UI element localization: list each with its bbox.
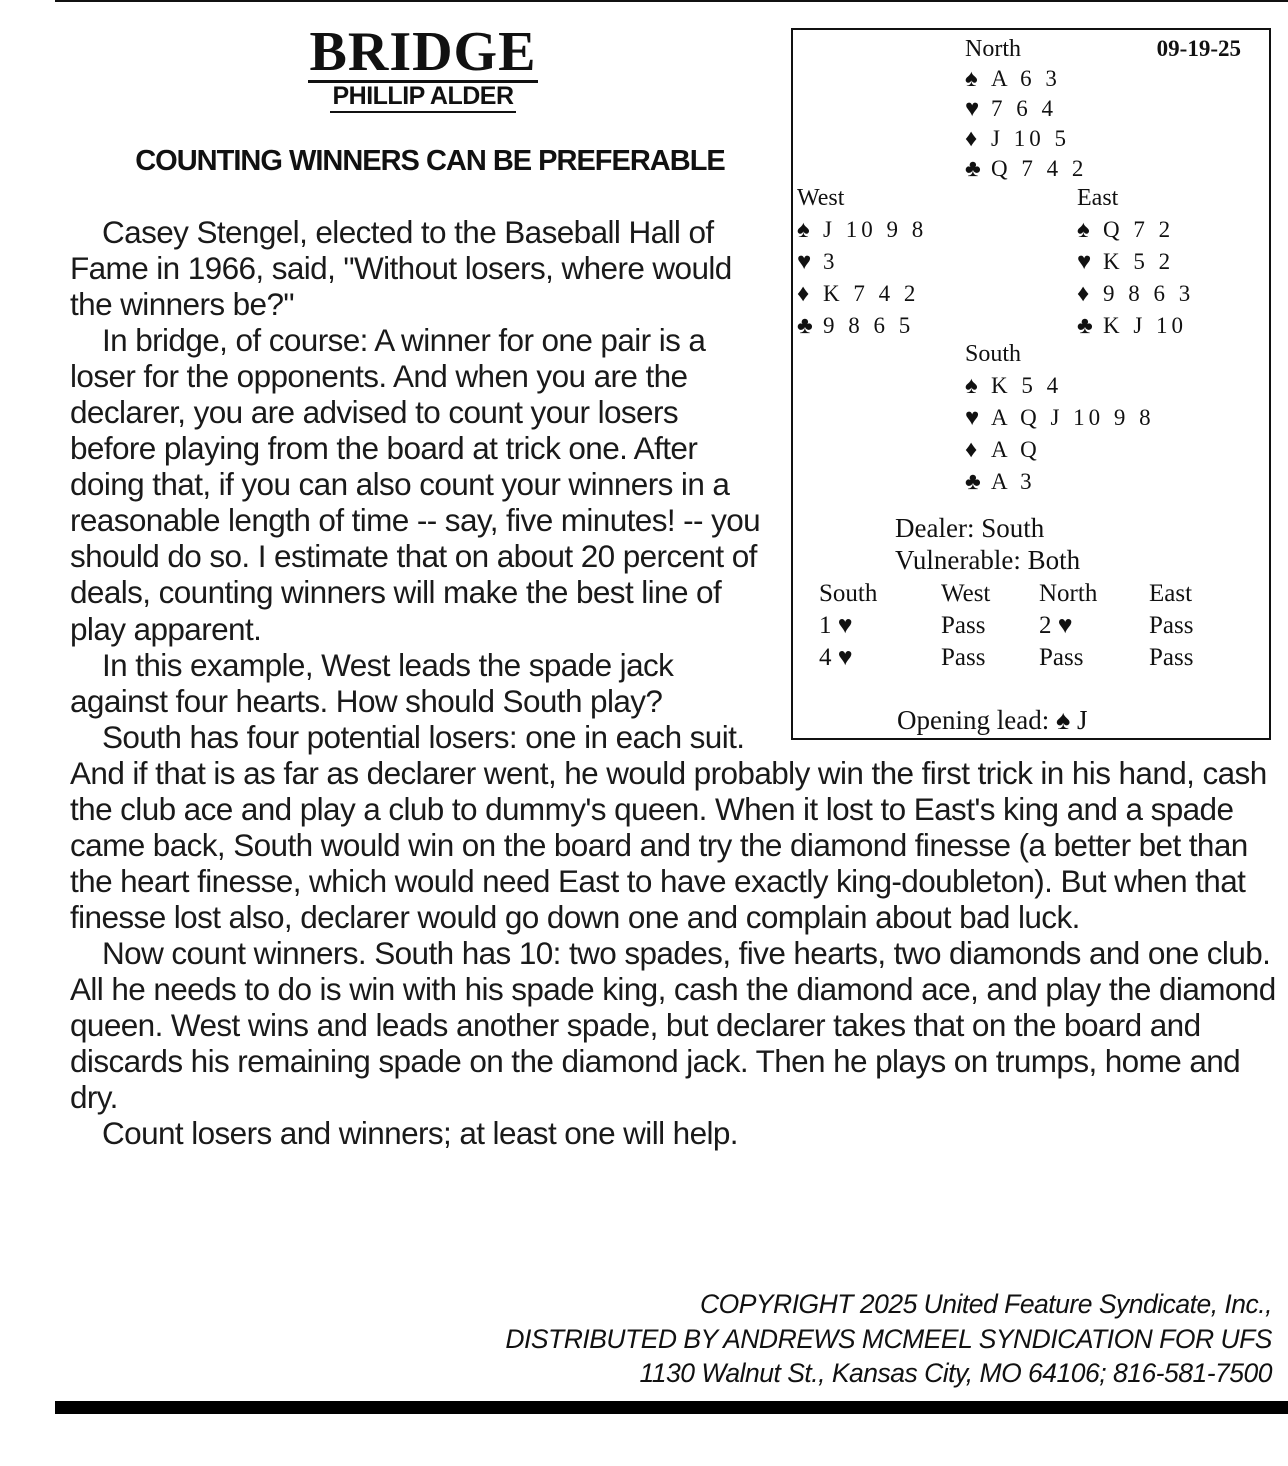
hand-label: East xyxy=(1077,185,1119,211)
bidding-header: West xyxy=(941,580,991,607)
suit-row-hearts xyxy=(797,246,927,278)
diamond-icon: ♦ xyxy=(1077,281,1090,307)
suit-row-diamonds xyxy=(965,124,1087,154)
hand-west xyxy=(797,182,927,342)
bid: Pass xyxy=(1149,612,1194,639)
card-holding: 3 xyxy=(823,249,839,274)
bid: 1 ♥ xyxy=(819,612,853,639)
suit-row-diamonds xyxy=(965,434,1155,466)
hand-south xyxy=(965,338,1155,498)
bid: 4 ♥ xyxy=(819,644,853,671)
card-holding: Q 7 2 xyxy=(1103,217,1175,242)
copyright-line: DISTRIBUTED BY ANDREWS MCMEEL SYNDICATION FOR UFS xyxy=(505,1323,1272,1354)
spade-icon: ♠ xyxy=(1077,217,1090,243)
suit-row-clubs xyxy=(965,466,1155,498)
suit-row-hearts xyxy=(965,94,1087,124)
diamond-icon: ♦ xyxy=(965,437,978,463)
hand-east xyxy=(1077,182,1194,342)
card-holding: K 7 4 2 xyxy=(823,281,920,306)
card-holding: A Q J 10 9 8 xyxy=(991,405,1155,430)
bidding-header: East xyxy=(1149,580,1193,607)
bidding-row xyxy=(819,642,1193,674)
bid: Pass xyxy=(941,644,986,671)
suit-row-clubs xyxy=(965,154,1087,184)
card-holding: 7 6 4 xyxy=(991,96,1057,121)
copyright-line: COPYRIGHT 2025 United Feature Syndicate, Inc., xyxy=(699,1289,1272,1319)
card-holding: A Q xyxy=(991,437,1041,462)
heart-icon: ♥ xyxy=(965,405,980,431)
bidding-table xyxy=(819,578,1193,674)
paragraph: Now count winners. South has 10: two spades, five hearts, two diamonds and one club. All he needs to do is win with his spade king, cash the diamond ace, and play the diamond queen. West wins and leads another spade, but declarer takes that on the board and discards his remaining spade on the diamond jack. Then he plays on trumps, home and dry. xyxy=(70,934,1276,1116)
suit-row-spades xyxy=(797,214,927,246)
diamond-icon: ♦ xyxy=(797,281,810,307)
card-holding: K 5 4 xyxy=(991,373,1063,398)
spade-icon: ♠ xyxy=(797,217,810,243)
dealer-text: Dealer: South xyxy=(895,513,1045,543)
hand-label: South xyxy=(965,341,1022,367)
paragraph: South has four potential losers: one in each suit. And if that is as far as declarer went, he would probably win the first trick in his hand, cash the club ace and play a club to dummy's queen. When it lost to East's king and a spade came back, South would win on the board and try the diamond finesse (a better bet than the heart finesse, which would need East to have exactly king-doubleton). But when that finesse lost also, declarer would go down one and complain about bad luck. xyxy=(70,718,1267,935)
heart-icon: ♥ xyxy=(965,96,980,122)
deal-diagram xyxy=(791,28,1271,740)
suit-row-spades xyxy=(1077,214,1194,246)
club-icon: ♣ xyxy=(965,156,981,182)
suit-row-hearts xyxy=(965,402,1155,434)
club-icon: ♣ xyxy=(965,469,981,495)
club-icon: ♣ xyxy=(1077,313,1093,339)
club-icon: ♣ xyxy=(797,313,813,339)
hand-label: West xyxy=(797,185,845,211)
card-holding: 9 8 6 3 xyxy=(1103,281,1195,306)
deal-date: 09-19-25 xyxy=(1156,36,1241,61)
bidding-header: North xyxy=(1039,580,1098,607)
spade-icon: ♠ xyxy=(965,66,978,92)
suit-row-clubs xyxy=(797,310,927,342)
vulnerability-text: Vulnerable: Both xyxy=(895,545,1081,575)
hand-north xyxy=(965,34,1087,184)
copyright-notice xyxy=(505,1287,1272,1391)
bid: Pass xyxy=(941,612,986,639)
heart-icon: ♥ xyxy=(1077,249,1092,275)
suit-row-diamonds xyxy=(1077,278,1194,310)
suit-row-spades xyxy=(965,370,1155,402)
copyright-line: 1130 Walnut St., Kansas City, MO 64106; 816-581-7500 xyxy=(639,1358,1272,1388)
bidding-header-row xyxy=(819,578,1193,610)
bid: Pass xyxy=(1149,644,1194,671)
bid: Pass xyxy=(1039,644,1084,671)
opening-lead: Opening lead: ♠ J xyxy=(897,705,1088,735)
article-headline: COUNTING WINNERS CAN BE PREFERABLE xyxy=(135,145,725,177)
card-holding: A 3 xyxy=(991,469,1036,494)
hand-label: North xyxy=(965,36,1021,62)
suit-row-hearts xyxy=(1077,246,1194,278)
bidding-header: South xyxy=(819,580,878,607)
paragraph: Count losers and winners; at least one will help. xyxy=(102,1115,738,1152)
bottom-rule xyxy=(55,1401,1288,1414)
spade-icon: ♠ xyxy=(965,373,978,399)
heart-icon: ♥ xyxy=(797,249,812,275)
paragraph: In bridge, of course: A winner for one pair is a loser for the opponents. And when you are the declarer, you are advised to count your losers before playing from the board at trick one. After doing that, if you can also count your winners in a reasonable length of time -- say, five minutes! -- you should do so. I estimate that on about 20 percent of deals, counting winners will make the best line of play apparent. xyxy=(70,322,761,647)
suit-row-spades xyxy=(965,64,1087,94)
bidding-row xyxy=(819,610,1193,642)
suit-row-diamonds xyxy=(797,278,927,310)
dealer-info xyxy=(895,512,1080,576)
card-holding: Q 7 4 2 xyxy=(991,156,1088,181)
paragraph: In this example, West leads the spade jack against four hearts. How should South play? xyxy=(70,646,674,719)
card-holding: 9 8 6 5 xyxy=(823,313,915,338)
column-title: BRIDGE xyxy=(309,21,537,83)
column-masthead xyxy=(300,21,546,113)
card-holding: J 10 5 xyxy=(991,126,1070,151)
author-byline: PHILLIP ALDER xyxy=(330,83,515,113)
card-holding: J 10 9 8 xyxy=(823,217,928,242)
card-holding: K J 10 xyxy=(1103,313,1188,338)
card-holding: K 5 2 xyxy=(1103,249,1175,274)
card-holding: A 6 3 xyxy=(991,66,1061,91)
paragraph: Casey Stengel, elected to the Baseball Hall of Fame in 1966, said, "Without losers, where would the winners be?" xyxy=(70,214,732,323)
bid: 2 ♥ xyxy=(1039,612,1073,639)
diamond-icon: ♦ xyxy=(965,126,978,152)
top-rule xyxy=(55,0,1288,2)
